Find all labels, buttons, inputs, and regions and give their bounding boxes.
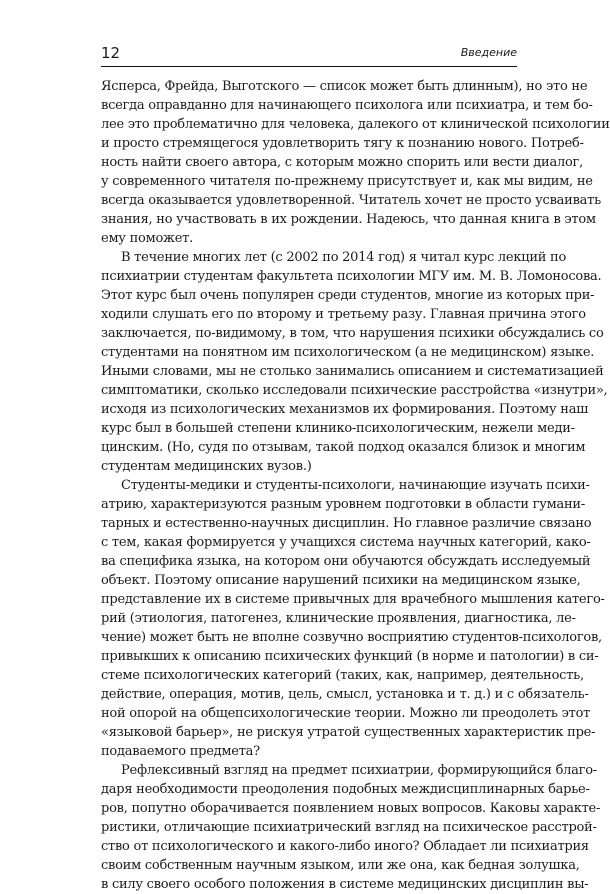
text-line: лее это проблематично для человека, далекого от клинической психологии: [101, 117, 610, 132]
text-line: ему поможет.: [101, 231, 193, 246]
text-line: чение) может быть не вполне созвучно восприятию студентов-психологов,: [101, 630, 602, 645]
text-line: ходили слушать его по второму и третьему разу. Главная причина этого: [101, 307, 586, 322]
page-number: 12: [101, 44, 121, 62]
text-line: у современного читателя по-прежнему присутствует и, как мы видим, не: [101, 174, 593, 189]
text-line: Рефлексивный взгляд на предмет психиатрии, формирующийся благо-: [121, 763, 597, 778]
text-line: В течение многих лет (с 2002 по 2014 год) я читал курс лекций по: [121, 250, 567, 265]
page-header: [101, 44, 517, 67]
text-line: тарных и естественно-научных дисциплин. Но главное различие связано: [101, 516, 592, 531]
text-line: психиатрии студентам факультета психологии МГУ им. М. В. Ломоносова.: [101, 269, 602, 284]
text-line: стеме психологических категорий (таких, как, например, деятельность,: [101, 668, 584, 683]
text-line: представление их в системе привычных для врачебного мышления катего-: [101, 592, 605, 607]
text-line: студентами на понятном им психологическом (а не медицинском) языке.: [101, 345, 595, 360]
running-title: Введение: [460, 46, 517, 59]
text-line: подаваемого предмета?: [101, 744, 260, 759]
text-line: симптоматики, сколько исследовали психические расстройства «изнутри»,: [101, 383, 608, 398]
text-line: всегда оправданно для начинающего психолога или психиатра, и тем бо-: [101, 98, 593, 113]
text-line: ство от психологического и какого-либо иного? Обладает ли психиатрия: [101, 839, 589, 854]
text-line: цинским. (Но, судя по отзывам, такой подход оказался близок и многим: [101, 440, 586, 455]
text-line: ной опорой на общепсихологические теории. Можно ли преодолеть этот: [101, 706, 591, 721]
text-line: всегда оказывается удовлетворенной. Читатель хочет не просто усваивать: [101, 193, 601, 208]
text-line: ва специфика языка, на котором они обучаются обсуждать исследуемый: [101, 554, 591, 569]
text-line: ристики, отличающие психиатрический взгляд на психическое расстрой-: [101, 820, 597, 835]
text-line: даря необходимости преодоления подобных междисциплинарных барье-: [101, 782, 590, 797]
text-line: Иными словами, мы не столько занимались описанием и систематизацией: [101, 364, 604, 379]
text-line: привыкших к описанию психических функций (в норме и патологии) в си-: [101, 649, 599, 664]
body-text: [101, 77, 610, 894]
text-line: своим собственным научным языком, или же она, как бедная золушка,: [101, 858, 580, 873]
text-line: рий (этиология, патогенез, клинические проявления, диагностика, ле-: [101, 611, 576, 626]
text-line: Студенты-медики и студенты-психологи, начинающие изучать психи-: [121, 478, 590, 493]
text-line: ность найти своего автора, с которым можно спорить или вести диалог,: [101, 155, 583, 170]
text-line: заключается, по-видимому, в том, что нарушения психики обсуждались со: [101, 326, 604, 341]
text-line: студентам медицинских вузов.): [101, 459, 312, 474]
text-line: и просто стремящегося удовлетворить тягу к познанию нового. Потреб-: [101, 136, 584, 151]
text-line: действие, операция, мотив, цель, смысл, установка и т. д.) и с обязатель-: [101, 687, 589, 702]
text-line: ров, попутно оборачивается появлением новых вопросов. Каковы характе-: [101, 801, 601, 816]
text-line: в силу своего особого положения в системе медицинских дисциплин вы-: [101, 877, 589, 892]
text-line: объект. Поэтому описание нарушений психики на медицинском языке,: [101, 573, 581, 588]
text-line: знания, но участвовать в их рождении. Надеюсь, что данная книга в этом: [101, 212, 596, 227]
text-line: «языковой барьер», не рискуя утратой существенных характеристик пре-: [101, 725, 596, 740]
text-line: исходя из психологических механизмов их формирования. Поэтому наш: [101, 402, 589, 417]
text-line: Этот курс был очень популярен среди студентов, многие из которых при-: [101, 288, 595, 303]
text-line: курс был в большей степени клинико-психологическим, нежели меди-: [101, 421, 575, 436]
text-line: с тем, какая формируется у учащихся система научных категорий, како-: [101, 535, 591, 550]
text-line: атрию, характеризуются разным уровнем подготовки в области гумани-: [101, 497, 585, 512]
text-line: Ясперса, Фрейда, Выготского — список может быть длинным), но это не: [101, 79, 588, 94]
